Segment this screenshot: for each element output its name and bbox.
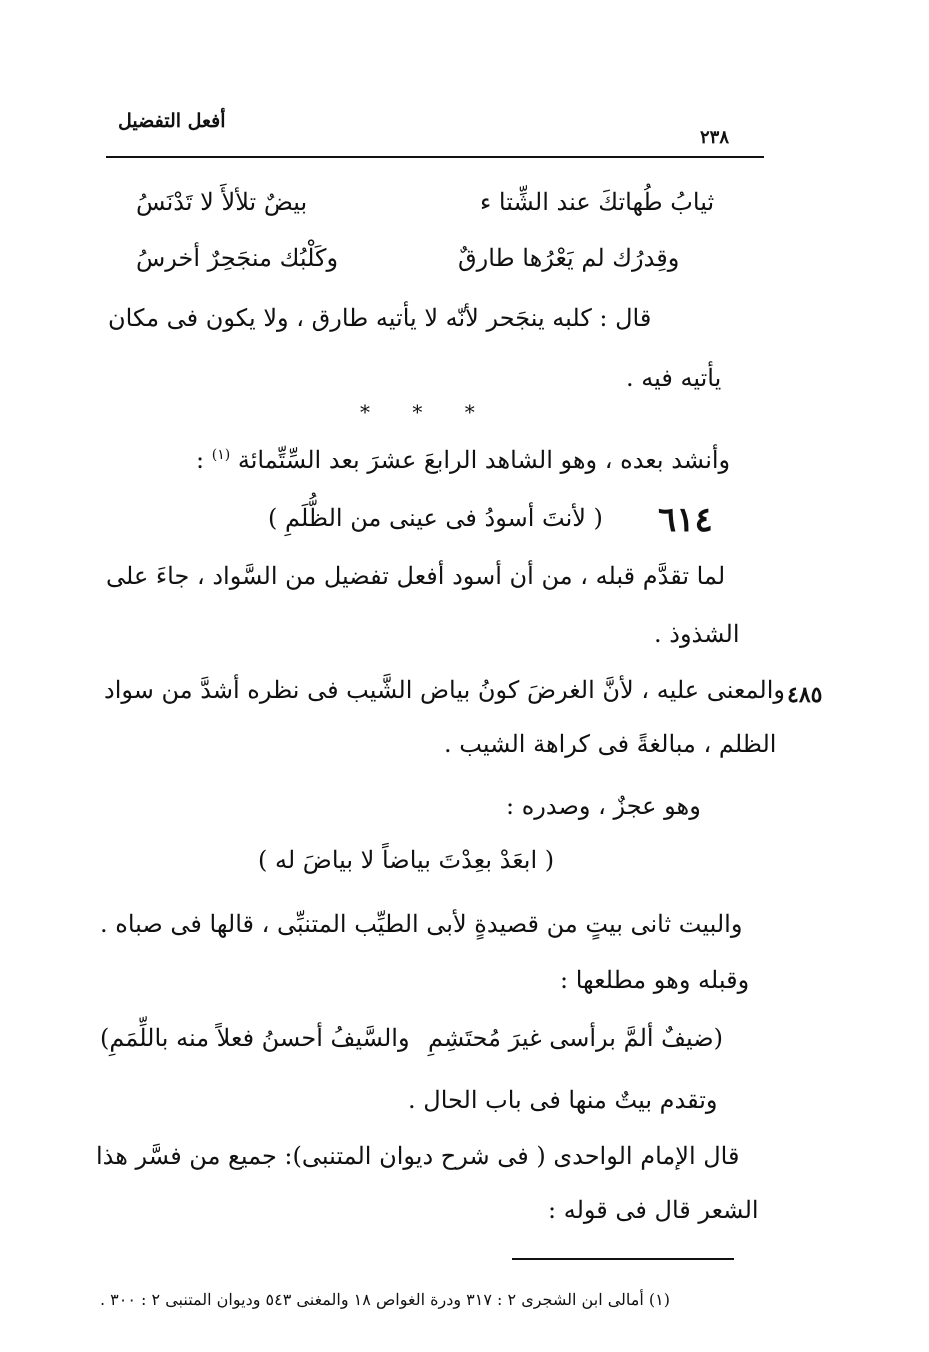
footnote-marker: (١) — [211, 447, 231, 463]
bayt-line: والبيت ثانى بيتٍ من قصيدةٍ لأبى الطيِّب المتنبِّى ، قالها فى صباه . — [100, 910, 743, 938]
wahidi-line-1: قال الإمام الواحدى ( فى شرح ديوان المتنبى): جميع من فسَّر هذا — [96, 1142, 740, 1170]
verse-3-right-hemistich: (ضيفٌ ألمَّ برأسى غيرَ مُحتَشِمِ — [428, 1024, 724, 1052]
verse-2-left-hemistich: وكَلْبُك منجَحِرٌ أخرسُ — [136, 244, 339, 272]
sadr-line: ( ابعَدْ بعِدْتَ بياضاً لا بياضَ له ) — [258, 846, 555, 874]
margin-number: ٤٨٥ — [787, 682, 823, 708]
qala-line-1: قال : كلبه ينجَحر لأنّه لا يأتيه طارق ، ولا يكون فى مكان — [108, 304, 652, 332]
anshad-line — [196, 446, 730, 474]
anshad-colon: : — [196, 446, 205, 474]
anshad-text: وأنشد بعده ، وهو الشاهد الرابعَ عشرَ بعد السِّتِّمائة — [237, 446, 731, 474]
mana-line-2: الظلم ، مبالغةً فى كراهة الشيب . — [444, 730, 777, 758]
footnote-text: (١) أمالى ابن الشجرى ٢ : ٣١٧ ودرة الغواص ١٨ والمغنى ٥٤٣ وديوان المتنبى ٢ : ٣٠٠ . — [100, 1290, 670, 1309]
wahidi-line-2: الشعر قال فى قوله : — [548, 1196, 759, 1224]
verse-3-left-hemistich: والسَّيفُ أحسنُ فعلاً منه باللِّمَمِ) — [100, 1024, 410, 1052]
section-stars: * * * — [360, 400, 493, 424]
page-number: ٢٣٨ — [700, 127, 730, 148]
running-head-title: أفعل التفضيل — [118, 110, 226, 132]
shahid-number: ٦١٤ — [658, 500, 713, 540]
qala-line-2: يأتيه فيه . — [626, 364, 722, 392]
lima-line-2: الشذوذ . — [654, 620, 740, 648]
shahid-text: ( لأنتَ أسودُ فى عينى من الظُّلَمِ ) — [268, 504, 603, 532]
mana-line-1: والمعنى عليه ، لأنَّ الغرضَ كونُ بياض الشَّيب فى نظره أشدَّ من سواد — [104, 676, 785, 704]
lima-line-1: لما تقدَّم قبله ، من أن أسود أفعل تفضيل من السَّواد ، جاءَ على — [106, 562, 726, 590]
taqaddam-line: وتقدم بيتٌ منها فى باب الحال . — [408, 1086, 718, 1114]
verse-1-right-hemistich: ثيابُ طُهاتكَ عند الشِّتا ء — [480, 188, 715, 216]
qablahu-line: وقبله وهو مطلعها : — [560, 966, 750, 994]
verse-2-right-hemistich: وقِدرُك لم يَعْرُها طارقٌ — [458, 244, 680, 272]
header-rule — [106, 156, 764, 158]
ajz-line: وهو عجزٌ ، وصدره : — [506, 792, 701, 820]
footnote-rule — [512, 1258, 734, 1260]
verse-1-left-hemistich: بيضٌ تلألأَ لا تَدْنَسُ — [136, 188, 308, 216]
